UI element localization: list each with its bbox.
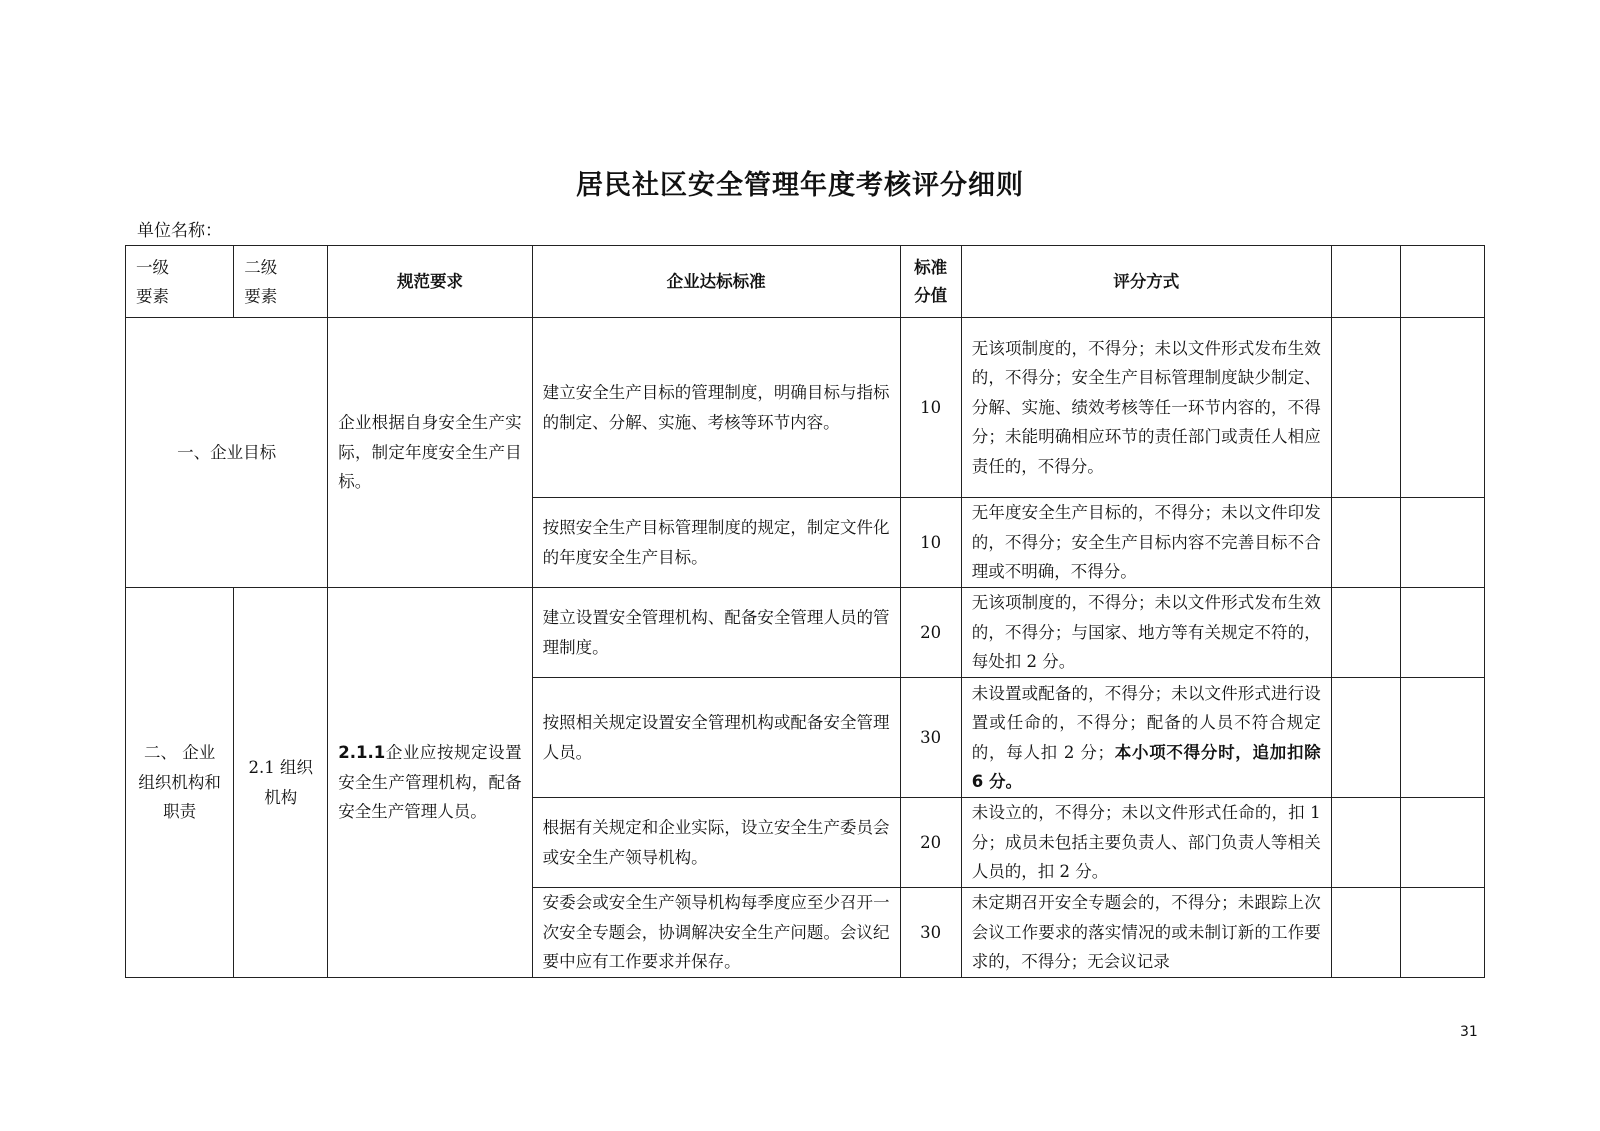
standard-cell: 按照安全生产目标管理制度的规定，制定文件化的年度安全生产目标。: [532, 498, 900, 588]
method-cell: 无该项制度的，不得分；未以文件形式发布生效的，不得分；与国家、地方等有关规定不符的，每处扣 2 分。: [961, 588, 1331, 678]
score-cell: 30: [900, 678, 961, 798]
requirement-clause-number: 2.1.1: [338, 743, 386, 763]
method-cell: 无年度安全生产目标的，不得分；未以文件印发的，不得分；安全生产目标内容不完善目标不合理或不明确，不得分。: [961, 498, 1331, 588]
page-number: 31: [1460, 1024, 1478, 1040]
header-row: [126, 246, 1485, 318]
score-cell: 20: [900, 798, 961, 888]
standard-cell: 按照相关规定设置安全管理机构或配备安全管理人员。: [532, 678, 900, 798]
requirement-text: 企业应按规定设置安全生产管理机构，配备安全生产管理人员。: [338, 743, 522, 822]
method-cell: 未设立的，不得分；未以文件形式任命的，扣 1 分；成员未包括主要负责人、部门负责人等相关人员的，扣 2 分。: [961, 798, 1331, 888]
header-blank-2: [1401, 246, 1485, 318]
standard-cell: 根据有关规定和企业实际，设立安全生产委员会或安全生产领导机构。: [532, 798, 900, 888]
page-title: 居民社区安全管理年度考核评分细则: [576, 170, 1024, 201]
blank-cell: [1331, 318, 1400, 498]
blank-cell: [1401, 798, 1485, 888]
header-method: 评分方式: [961, 246, 1331, 318]
requirement-cell: 企业根据自身安全生产实际，制定年度安全生产目标。: [328, 318, 532, 588]
method-cell: 未设置或配备的，不得分；未以文件形式进行设置或任命的，不得分；配备的人员不符合规定的，每人扣 2 分；本小项不得分时，追加扣除 6 分。: [961, 678, 1331, 798]
header-score: 标准 分值: [900, 246, 961, 318]
scoring-table: [125, 245, 1485, 978]
blank-cell: [1331, 678, 1400, 798]
method-cell: 未定期召开安全专题会的，不得分；未跟踪上次会议工作要求的落实情况的或未制订新的工作要求的，不得分；无会议记录: [961, 888, 1331, 978]
header-blank-1: [1331, 246, 1400, 318]
level1-element: 二、 企业组织机构和职责: [126, 588, 234, 978]
level2-element: 2.1 组织机构: [234, 588, 328, 978]
table-row: [126, 588, 1485, 678]
header-standard: 企业达标标准: [532, 246, 900, 318]
method-emphasis: 本小项不得分时，追加扣除 6 分。: [971, 742, 1321, 791]
score-cell: 30: [900, 888, 961, 978]
table-row: [126, 318, 1485, 498]
blank-cell: [1331, 798, 1400, 888]
blank-cell: [1331, 888, 1400, 978]
standard-cell: 建立设置安全管理机构、配备安全管理人员的管理制度。: [532, 588, 900, 678]
blank-cell: [1401, 888, 1485, 978]
header-level2: 二级 要素: [234, 246, 328, 318]
blank-cell: [1401, 498, 1485, 588]
blank-cell: [1331, 588, 1400, 678]
blank-cell: [1401, 318, 1485, 498]
score-cell: 20: [900, 588, 961, 678]
standard-cell: 安委会或安全生产领导机构每季度应至少召开一次安全专题会，协调解决安全生产问题。会议纪要中应有工作要求并保存。: [532, 888, 900, 978]
blank-cell: [1401, 678, 1485, 798]
blank-cell: [1401, 588, 1485, 678]
method-cell: 无该项制度的，不得分；未以文件形式发布生效的，不得分；安全生产目标管理制度缺少制定、分解、实施、绩效考核等任一环节内容的，不得分；未能明确相应环节的责任部门或责任人相应责任的，不得分。: [961, 318, 1331, 498]
requirement-cell: [328, 588, 532, 978]
score-cell: 10: [900, 498, 961, 588]
level1-element: 一、企业目标: [126, 318, 328, 588]
score-cell: 10: [900, 318, 961, 498]
unit-name-label: 单位名称：: [137, 221, 222, 241]
standard-cell: 建立安全生产目标的管理制度，明确目标与指标的制定、分解、实施、考核等环节内容。: [532, 318, 900, 498]
header-requirement: 规范要求: [328, 246, 532, 318]
header-level1: 一级 要素: [126, 246, 234, 318]
blank-cell: [1331, 498, 1400, 588]
